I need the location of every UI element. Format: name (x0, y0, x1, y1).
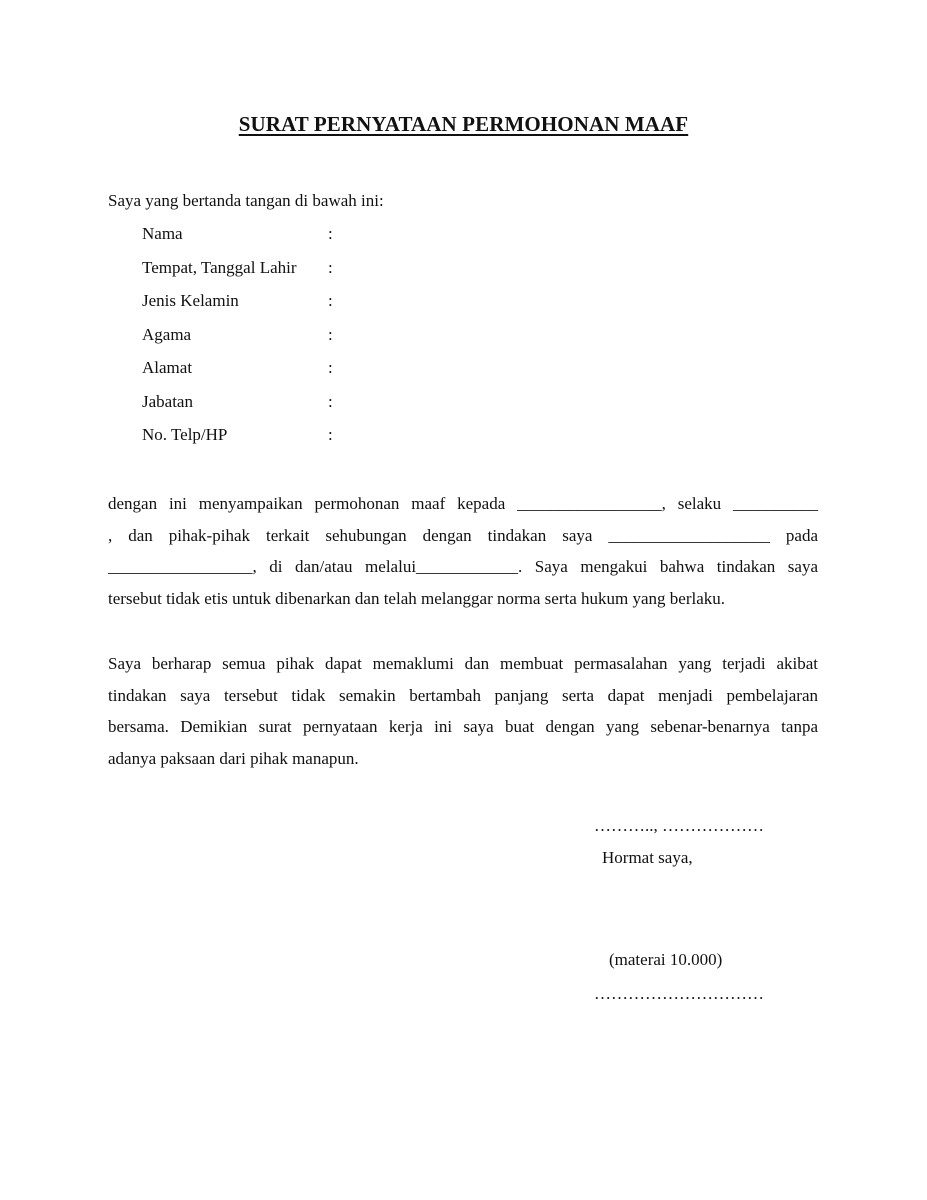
field-label: Nama (142, 224, 183, 243)
paragraph-line: dengan ini menyampaikan permohonan maaf kepada _________________, selaku __________ (108, 494, 818, 513)
closing-salutation: Hormat saya, (602, 848, 693, 867)
field-row-nama (142, 222, 348, 256)
apology-paragraph (108, 488, 818, 614)
field-label: Alamat (142, 358, 193, 377)
field-colon: : (328, 324, 333, 344)
paragraph-line: Saya berharap semua pihak dapat memaklumi dan membuat permasalahan yang terjadi akibat (108, 654, 818, 673)
paragraph-line: adanya paksaan dari pihak manapun. (108, 748, 359, 768)
field-row-alamat (142, 356, 348, 390)
field-colon: : (328, 291, 333, 310)
field-colon: : (328, 391, 333, 411)
field-row-agama (142, 323, 348, 357)
paragraph-line: , dan pihak-pihak terkait sehubungan dengan tindakan saya ___________________ pada (108, 525, 818, 545)
field-row-jabatan (142, 390, 348, 424)
field-row-tempat-tanggal-lahir (142, 256, 348, 290)
paragraph-line: _________________, di dan/atau melalui____________. Saya mengakui bahwa tindakan saya (108, 557, 818, 576)
field-label: Agama (142, 324, 192, 344)
field-row-jenis-kelamin (142, 289, 348, 323)
field-label: Tempat, Tanggal Lahir (142, 257, 297, 277)
intro-text: Saya yang bertanda tangan di bawah ini: (108, 191, 384, 210)
field-row-no-telp (142, 423, 348, 457)
identity-fields (142, 222, 348, 457)
signature-name-line: ………………………… (594, 984, 764, 1003)
paragraph-line: tindakan saya tersebut tidak semakin bertambah panjang serta dapat menjadi pembelajaran (108, 685, 818, 705)
field-label: Jabatan (142, 391, 193, 411)
materai-note: (materai 10.000) (609, 950, 723, 969)
field-colon: : (328, 224, 333, 243)
paragraph-line: bersama. Demikian surat pernyataan kerja ini saya buat dengan yang sebenar-benarnya tanpa (108, 717, 818, 736)
field-label: No. Telp/HP (142, 425, 228, 444)
paragraph-line: tersebut tidak etis untuk dibenarkan dan telah melanggar norma serta hukum yang berlaku. (108, 588, 725, 608)
place-date-line: ……….., ……………… (594, 816, 764, 835)
field-colon: : (328, 358, 333, 377)
field-colon: : (328, 425, 333, 444)
field-label: Jenis Kelamin (142, 291, 239, 310)
closing-paragraph (108, 648, 818, 774)
field-colon: : (328, 257, 333, 277)
document-title: SURAT PERNYATAAN PERMOHONAN MAAF (238, 112, 689, 136)
